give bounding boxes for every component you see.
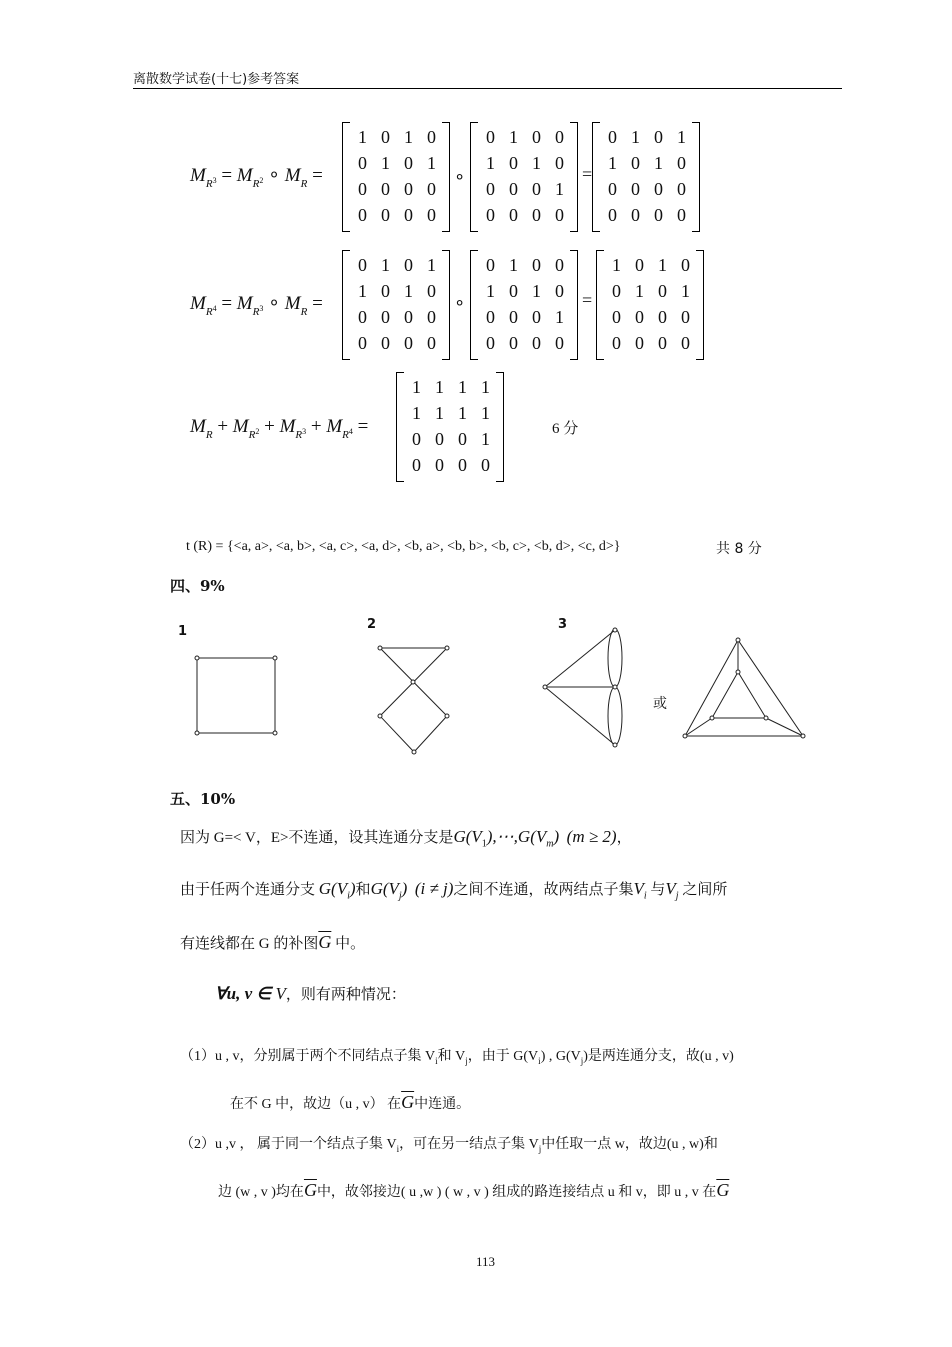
case-2-line-1: （2）u ,v ， 属于同一个结点子集 $V_i$，可在另一结点子集 $V_j$中任取一点 w，故边(u , w)和 bbox=[180, 1137, 718, 1154]
matrix-cell: 1 bbox=[358, 126, 367, 147]
matrix-cell: 0 bbox=[458, 428, 467, 449]
matrix-cell: 0 bbox=[532, 332, 541, 353]
matrix-cell: 0 bbox=[658, 306, 667, 327]
matrix-cell: 1 bbox=[481, 376, 490, 397]
matrix-cell: 1 bbox=[612, 254, 621, 275]
matrix-cell: 1 bbox=[509, 254, 518, 275]
matrix-cell: 0 bbox=[635, 332, 644, 353]
matrix-cell: 1 bbox=[677, 126, 686, 147]
matrix-cell: 0 bbox=[654, 204, 663, 225]
page-number: 113 bbox=[476, 1254, 496, 1269]
matrix-cell: 1 bbox=[532, 152, 541, 173]
matrix-cell: 0 bbox=[427, 204, 436, 225]
matrix-cell: 0 bbox=[381, 204, 390, 225]
matrix-cell: 0 bbox=[635, 306, 644, 327]
matrix-cell: 0 bbox=[427, 280, 436, 301]
matrix-cell: 1 bbox=[681, 280, 690, 301]
matrix-cell: 0 bbox=[631, 178, 640, 199]
matrix-cell: 1 bbox=[458, 402, 467, 423]
graph-2-bowtie bbox=[378, 646, 449, 754]
equals-operator: = bbox=[582, 164, 593, 184]
score-8: 共 8 分 bbox=[716, 541, 762, 557]
matrix-cell: 1 bbox=[458, 376, 467, 397]
matrix-cell: 0 bbox=[427, 332, 436, 353]
matrix-cell: 1 bbox=[404, 126, 413, 147]
matrix-cell: 0 bbox=[381, 178, 390, 199]
matrix-cell: 1 bbox=[412, 376, 421, 397]
matrix-cell: 0 bbox=[486, 332, 495, 353]
compose-operator: ∘ bbox=[454, 292, 466, 312]
matrix-cell: 1 bbox=[412, 402, 421, 423]
matrix-cell: 0 bbox=[612, 280, 621, 301]
graph-1-square bbox=[195, 656, 277, 735]
matrix-cell: 0 bbox=[654, 126, 663, 147]
graph-label-3: 3 bbox=[558, 617, 568, 632]
matrix-cell: 0 bbox=[509, 152, 518, 173]
matrix-cell: 0 bbox=[677, 178, 686, 199]
matrix-cell: 0 bbox=[555, 126, 564, 147]
matrix-cell: 0 bbox=[532, 254, 541, 275]
matrix-cell: 1 bbox=[381, 254, 390, 275]
section-5-title: 五、10% bbox=[170, 790, 236, 808]
matrix-cell: 0 bbox=[631, 152, 640, 173]
matrix-cell: 0 bbox=[677, 204, 686, 225]
matrix-cell: 0 bbox=[481, 454, 490, 475]
graph-3-multigraph bbox=[543, 628, 622, 747]
matrix-cell: 0 bbox=[427, 306, 436, 327]
matrix-cell: 0 bbox=[486, 204, 495, 225]
matrix-cell: 0 bbox=[658, 332, 667, 353]
compose-operator: ∘ bbox=[454, 166, 466, 186]
matrix-cell: 1 bbox=[658, 254, 667, 275]
matrix-cell: 0 bbox=[681, 254, 690, 275]
or-label: 或 bbox=[653, 696, 667, 712]
matrix-cell: 0 bbox=[635, 254, 644, 275]
matrix-cell: 0 bbox=[555, 280, 564, 301]
matrix-cell: 1 bbox=[435, 402, 444, 423]
matrix-cell: 0 bbox=[404, 332, 413, 353]
matrix-cell: 0 bbox=[358, 306, 367, 327]
matrix-cell: 0 bbox=[358, 178, 367, 199]
matrix-cell: 0 bbox=[654, 178, 663, 199]
graph-label-2: 2 bbox=[367, 617, 377, 632]
equation-2-lhs: $M_{R^4} = M_{R^3}$ ∘ $M_R$ = bbox=[190, 293, 323, 318]
matrix-cell: 0 bbox=[404, 152, 413, 173]
matrix-cell: 0 bbox=[509, 306, 518, 327]
matrix-cell: 1 bbox=[654, 152, 663, 173]
matrix-cell: 1 bbox=[427, 254, 436, 275]
equation-3-lhs: $M_R + M_{R^2} + M_{R^3} + M_{R^4}$ = bbox=[190, 416, 369, 441]
matrix-cell: 1 bbox=[427, 152, 436, 173]
matrix-cell: 0 bbox=[486, 178, 495, 199]
matrix-cell: 1 bbox=[358, 280, 367, 301]
matrix-cell: 0 bbox=[486, 126, 495, 147]
matrix-cell: 0 bbox=[458, 454, 467, 475]
matrix-cell: 0 bbox=[612, 332, 621, 353]
matrix-cell: 0 bbox=[404, 204, 413, 225]
paragraph-2: 由于任两个连通分支 $G(V_i)$和$G(V_j) (i \ne j)$之间不连通，故两结点子集$V_i$ 与$V_j$ 之间所 bbox=[180, 879, 728, 902]
matrix-cell: 0 bbox=[381, 126, 390, 147]
matrix-cell: 0 bbox=[532, 126, 541, 147]
case-2-line-2: 边 (w , v )均在$\overline{G}$中，故邻接边( u ,w ) ( w , v ) 组成的路连接结点 u 和 v，即 u , v 在$\overline{G}$ bbox=[218, 1180, 730, 1200]
matrix-cell: 1 bbox=[435, 376, 444, 397]
matrix-cell: 0 bbox=[486, 306, 495, 327]
matrix-cell: 1 bbox=[481, 402, 490, 423]
matrix-cell: 0 bbox=[358, 332, 367, 353]
matrix-cell: 1 bbox=[608, 152, 617, 173]
matrix-cell: 0 bbox=[608, 178, 617, 199]
case-1-line-1: （1）u , v，分别属于两个不同结点子集 $V_i$和 $V_j$，由于 $G(V_i)$ , $G(V_j)$是两连通分支，故(u , v) bbox=[180, 1049, 734, 1066]
matrix-cell: 0 bbox=[532, 306, 541, 327]
matrix-cell: 0 bbox=[381, 280, 390, 301]
matrix-cell: 0 bbox=[612, 306, 621, 327]
transitive-closure: t (R) = {<a, a>, <a, b>, <a, c>, <a, d>, <b, a>, <b, b>, <b, c>, <b, d>, <c, d>} bbox=[186, 539, 621, 554]
matrix-cell: 0 bbox=[435, 428, 444, 449]
matrix-cell: 0 bbox=[631, 204, 640, 225]
matrix-cell: 0 bbox=[358, 204, 367, 225]
matrix-cell: 0 bbox=[681, 332, 690, 353]
matrix-cell: 0 bbox=[404, 254, 413, 275]
matrix-cell: 0 bbox=[435, 454, 444, 475]
case-1-line-2: 在不 G 中，故边（u , v） 在$\overline{G}$中连通。 bbox=[230, 1092, 471, 1112]
equation-1-lhs: $M_{R^3} = M_{R^2}$ ∘ $M_R$ = bbox=[190, 165, 323, 190]
matrix-cell: 1 bbox=[635, 280, 644, 301]
matrix-cell: 0 bbox=[677, 152, 686, 173]
matrix-cell: 1 bbox=[532, 280, 541, 301]
matrix-cell: 0 bbox=[381, 306, 390, 327]
graph-alt-triangle bbox=[683, 638, 805, 738]
matrix-cell: 0 bbox=[555, 204, 564, 225]
matrix-cell: 0 bbox=[681, 306, 690, 327]
matrix-cell: 0 bbox=[381, 332, 390, 353]
matrix-cell: 0 bbox=[404, 306, 413, 327]
matrix-cell: 0 bbox=[427, 126, 436, 147]
matrix-cell: 0 bbox=[555, 332, 564, 353]
matrix-cell: 0 bbox=[658, 280, 667, 301]
matrix-cell: 0 bbox=[509, 204, 518, 225]
matrix-cell: 0 bbox=[532, 204, 541, 225]
matrix-cell: 0 bbox=[532, 178, 541, 199]
page-header: 离散数学试卷(十七)参考答案 bbox=[133, 72, 300, 87]
matrix-cell: 1 bbox=[481, 428, 490, 449]
matrix-cell: 0 bbox=[608, 126, 617, 147]
matrix-cell: 0 bbox=[608, 204, 617, 225]
matrix-cell: 0 bbox=[412, 428, 421, 449]
matrix-cell: 1 bbox=[555, 306, 564, 327]
matrix-cell: 1 bbox=[486, 152, 495, 173]
graph-label-1: 1 bbox=[178, 624, 188, 639]
matrix-cell: 1 bbox=[631, 126, 640, 147]
matrix-cell: 0 bbox=[358, 254, 367, 275]
matrix-cell: 0 bbox=[555, 254, 564, 275]
matrix-cell: 1 bbox=[486, 280, 495, 301]
paragraph-1: 因为 G=< V，E>不连通，设其连通分支是$G(V_1),\cdots,G(V_m) (m \ge 2)$， bbox=[180, 827, 632, 850]
paragraph-3: 有连线都在 G 的补图$\overline{G}$ 中。 bbox=[180, 932, 366, 952]
matrix-cell: 0 bbox=[509, 332, 518, 353]
section-4-title: 四、9% bbox=[170, 577, 225, 595]
matrix-cell: 0 bbox=[555, 152, 564, 173]
matrix-cell: 0 bbox=[412, 454, 421, 475]
matrix-cell: 0 bbox=[404, 178, 413, 199]
matrix-cell: 1 bbox=[404, 280, 413, 301]
matrix-cell: 0 bbox=[427, 178, 436, 199]
matrix-cell: 0 bbox=[509, 178, 518, 199]
matrix-cell: 0 bbox=[358, 152, 367, 173]
matrix-cell: 1 bbox=[509, 126, 518, 147]
matrix-cell: 0 bbox=[509, 280, 518, 301]
paragraph-4: ∀u, v ∈ V，则有两种情况： bbox=[215, 984, 406, 1003]
matrix-cell: 1 bbox=[381, 152, 390, 173]
score-6: 6 分 bbox=[552, 421, 579, 437]
equals-operator: = bbox=[582, 290, 593, 310]
matrix-cell: 1 bbox=[555, 178, 564, 199]
matrix-cell: 0 bbox=[486, 254, 495, 275]
